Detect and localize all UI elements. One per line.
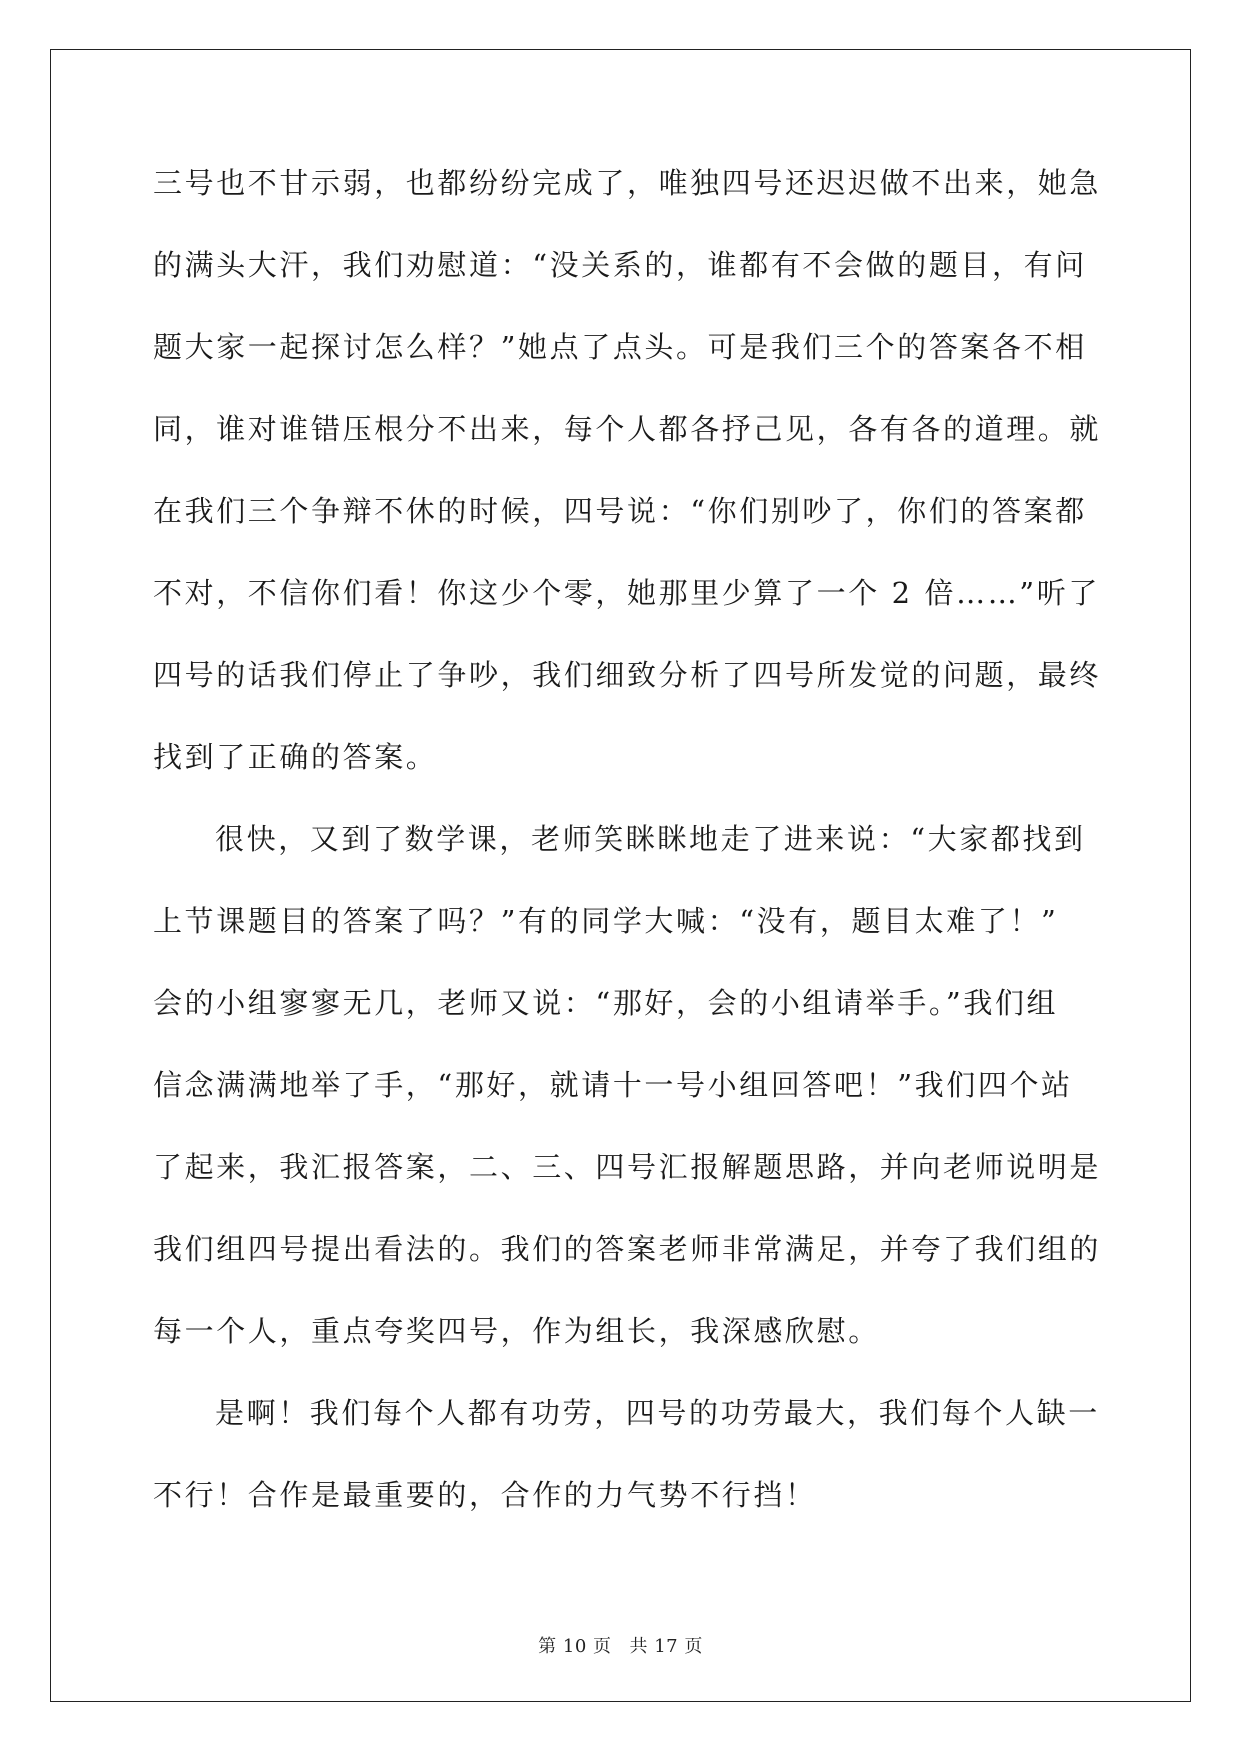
text-line: 了起来，我汇报答案，二、三、四号汇报解题思路，并向老师说明是 (153, 1150, 1102, 1184)
text-line: 不行！合作是最重要的，合作的力气势不行挡！ (153, 1478, 817, 1512)
text-line: 找到了正确的答案。 (153, 740, 438, 774)
paragraph-start-line: 是啊！我们每个人都有功劳，四号的功劳最大，我们每个人缺一 (215, 1396, 1100, 1430)
text-line: 上节课题目的答案了吗？”有的同学大喊：“没有，题目太难了！” (153, 904, 1059, 938)
current-page-number: 第 10 页 (538, 1636, 612, 1657)
text-line: 不对，不信你们看！你这少个零，她那里少算了一个 2 倍……”听了 (153, 576, 1100, 610)
text-line: 同，谁对谁错压根分不出来，每个人都各抒己见，各有各的道理。就 (153, 412, 1102, 446)
document-body (153, 158, 1102, 1552)
text-line: 题大家一起探讨怎么样？”她点了点头。可是我们三个的答案各不相 (153, 330, 1087, 364)
total-page-count: 共 17 页 (629, 1636, 703, 1657)
paragraph-start-line: 很快，又到了数学课，老师笑眯眯地走了进来说：“大家都找到 (215, 822, 1086, 856)
text-line: 在我们三个争辩不休的时候，四号说：“你们别吵了，你们的答案都 (153, 494, 1087, 528)
text-line: 信念满满地举了手，“那好，就请十一号小组回答吧！”我们四个站 (153, 1068, 1073, 1102)
text-line: 会的小组寥寥无几，老师又说：“那好，会的小组请举手。”我们组 (153, 986, 1059, 1020)
text-line: 每一个人，重点夸奖四号，作为组长，我深感欣慰。 (153, 1314, 880, 1348)
text-line: 的满头大汗，我们劝慰道：“没关系的，谁都有不会做的题目，有问 (153, 248, 1087, 282)
text-line: 四号的话我们停止了争吵，我们细致分析了四号所发觉的问题，最终 (153, 658, 1102, 692)
text-line: 三号也不甘示弱，也都纷纷完成了，唯独四号还迟迟做不出来，她急 (153, 166, 1102, 200)
page-footer (0, 1632, 1241, 1658)
text-line: 我们组四号提出看法的。我们的答案老师非常满足，并夸了我们组的 (153, 1232, 1102, 1266)
